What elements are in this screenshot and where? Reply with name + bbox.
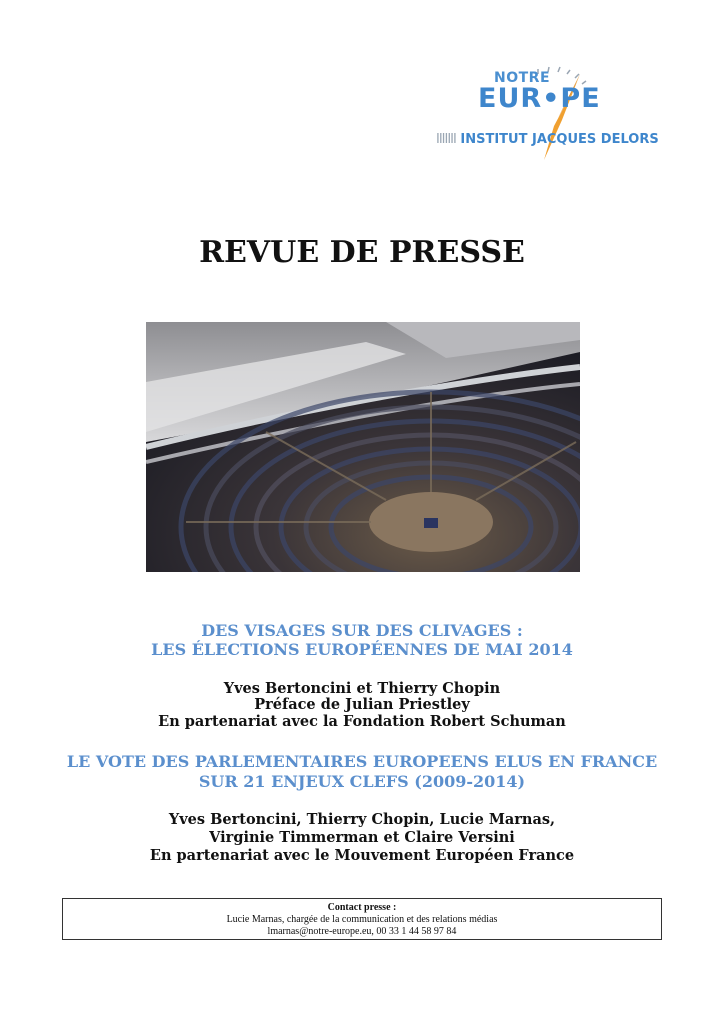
logo-institut-text [436, 132, 659, 147]
section2-partnership: En partenariat avec le Mouvement Européen France [149, 847, 575, 864]
parliament-hemicycle-photo [146, 322, 580, 572]
contact-name-role: Lucie Marnas, chargée de la communication et des relations médias [226, 914, 498, 925]
contact-email-phone[interactable]: lmarnas@notre-europe.eu, 00 33 1 44 58 97 84 [267, 926, 457, 937]
logo-europe-text: EUR•PE [478, 83, 601, 114]
section1-authors: Yves Bertoncini et Thierry Chopin [223, 680, 501, 697]
logo-institut-label: INSTITUT JACQUES DELORS [460, 132, 659, 147]
contact-title: Contact presse : [327, 902, 397, 913]
page-title: REVUE DE PRESSE [199, 235, 525, 270]
notre-europe-logo [430, 66, 660, 166]
section1-partnership: En partenariat avec la Fondation Robert Schuman [158, 713, 566, 730]
section2-authors-line1: Yves Bertoncini, Thierry Chopin, Lucie Marnas, [168, 811, 556, 828]
section2-authors-line2: Virginie Timmerman et Claire Versini [209, 829, 515, 846]
logo-bars: IIIIIII [436, 132, 456, 147]
section2-heading-line1: LE VOTE DES PARLEMENTAIRES EUROPEENS ELUS EN FRANCE [66, 752, 658, 771]
section1-heading-line1: DES VISAGES SUR DES CLIVAGES : [201, 621, 523, 640]
section2-heading-line2: SUR 21 ENJEUX CLEFS (2009-2014) [198, 772, 526, 791]
section1-preface: Préface de Julian Priestley [254, 696, 470, 713]
press-contact-box [62, 898, 662, 940]
logo-notre-text: NOTRE [494, 70, 551, 86]
section1-heading-line2: LES ÉLECTIONS EUROPÉENNES DE MAI 2014 [151, 640, 573, 659]
